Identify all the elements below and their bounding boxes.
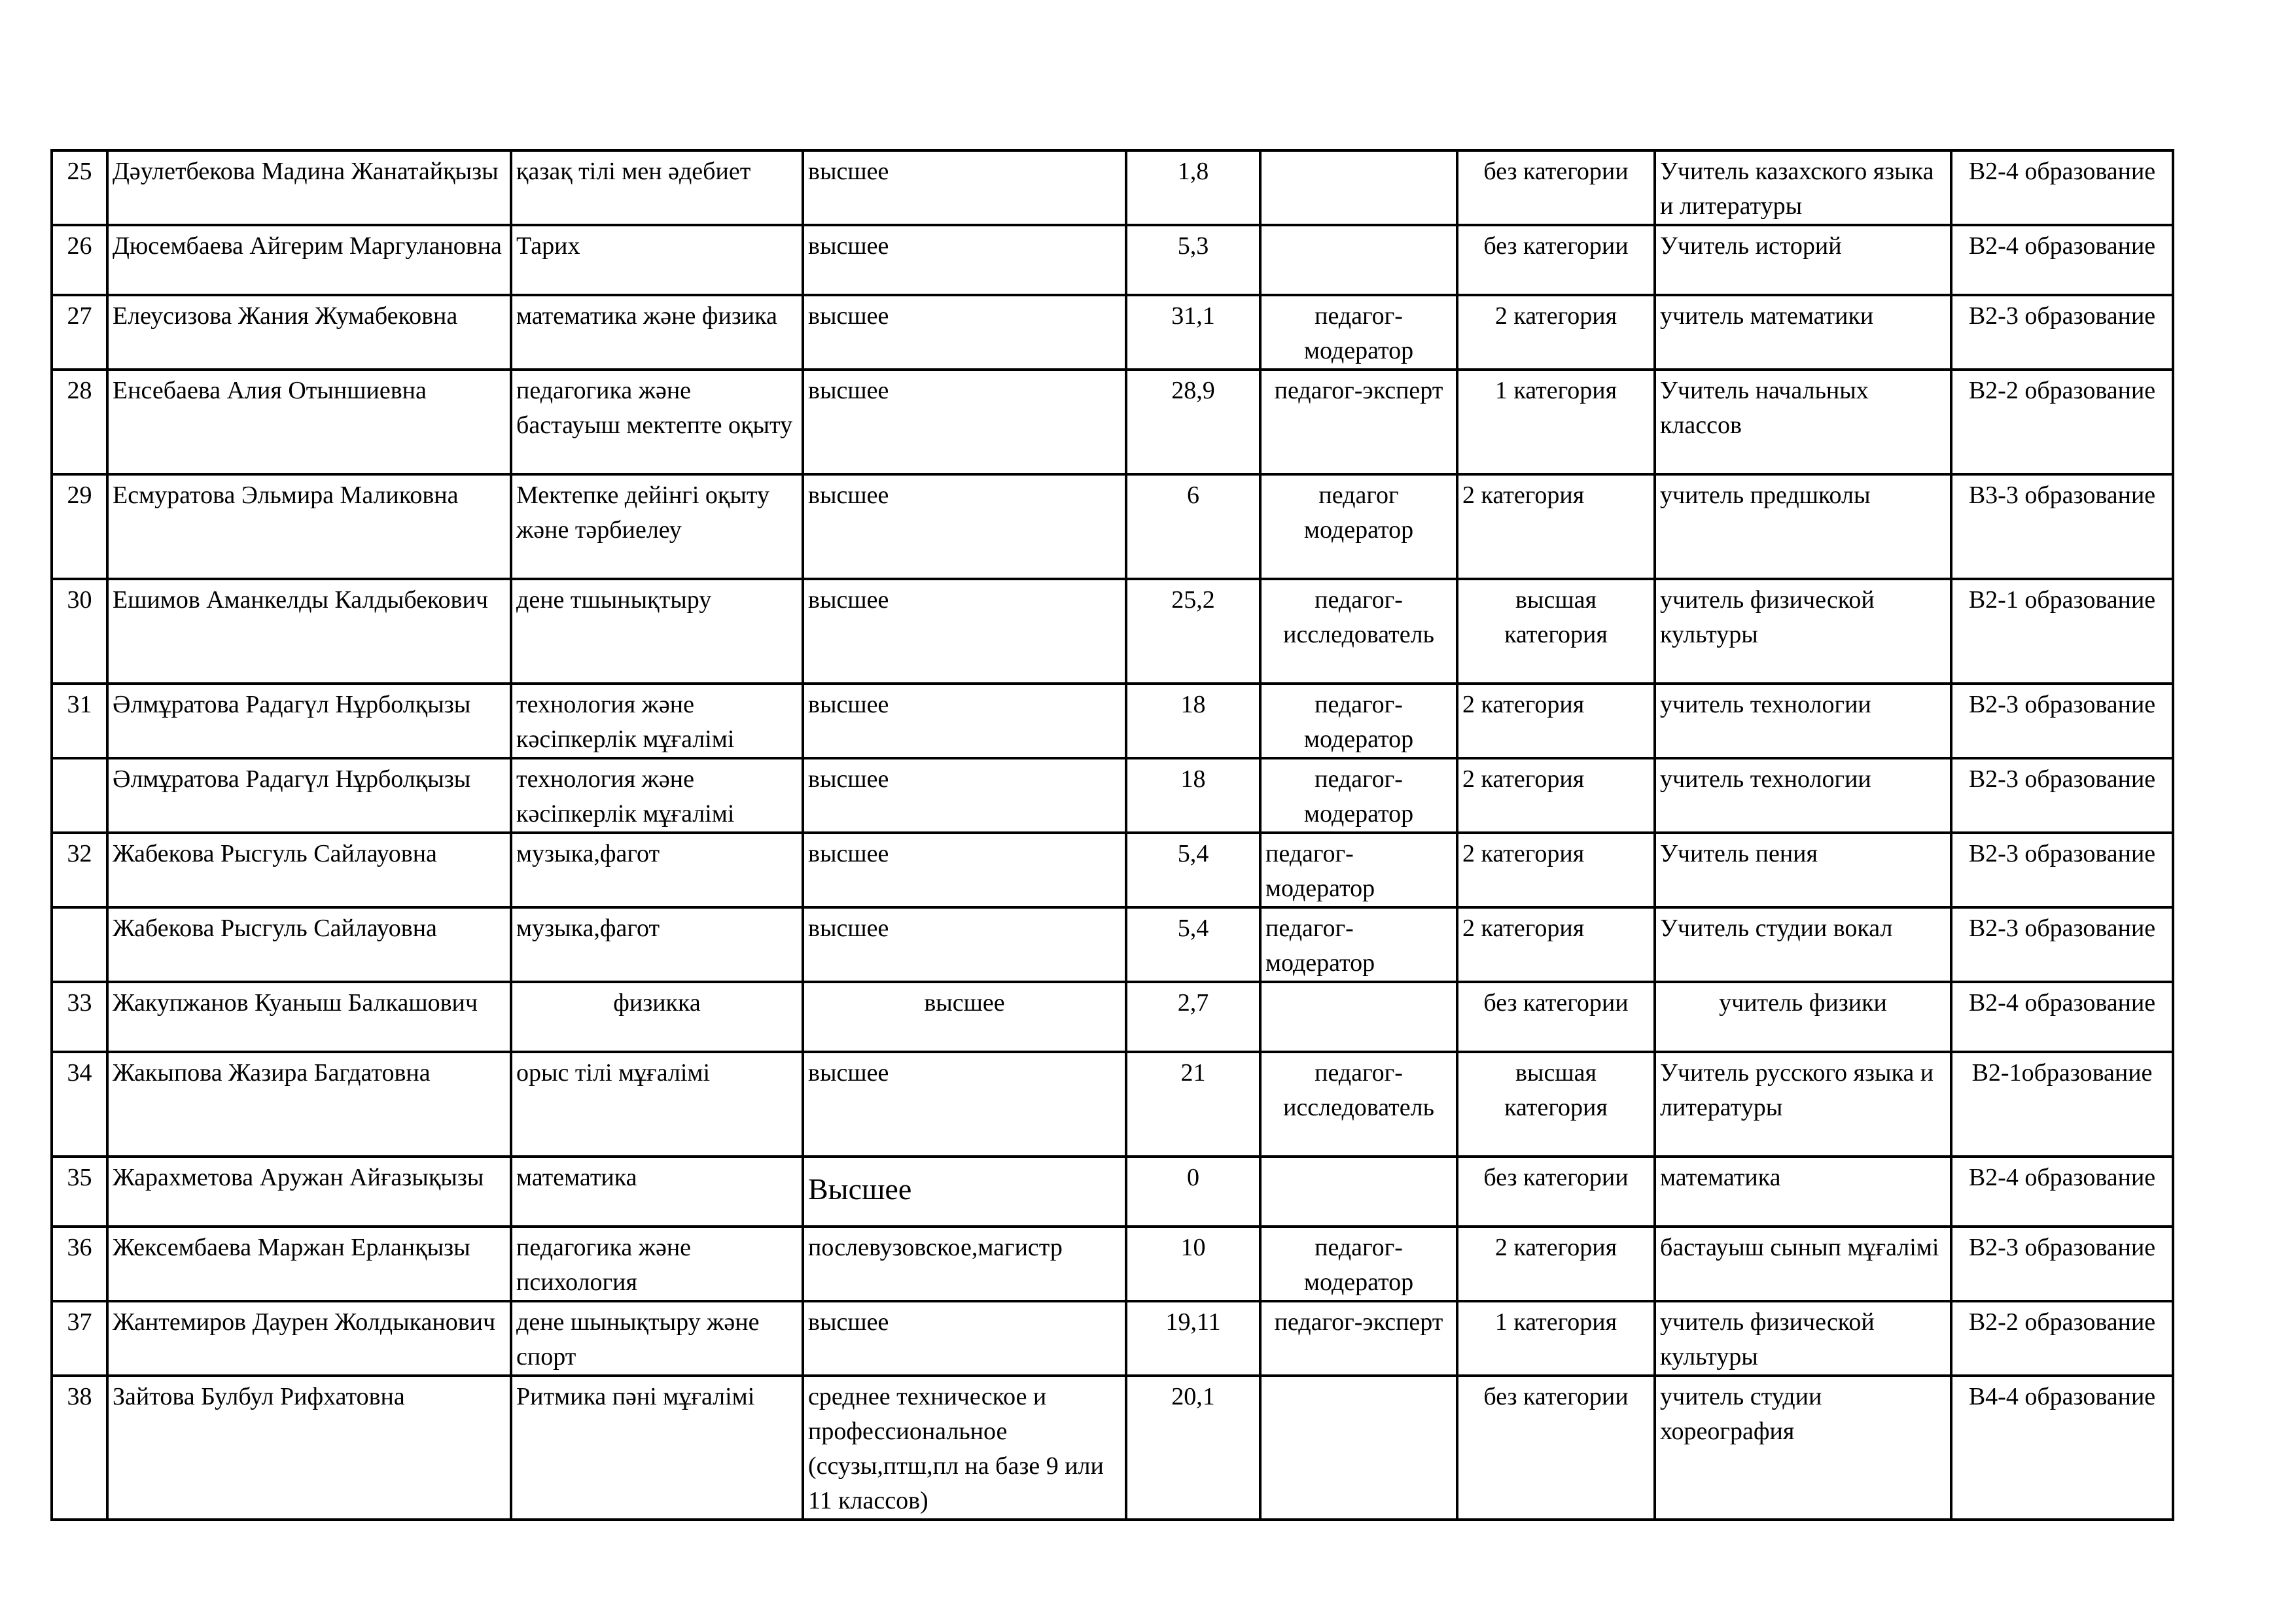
category: 2 категория (1457, 907, 1655, 982)
education: высшее (803, 684, 1126, 758)
category: высшая категория (1457, 579, 1655, 684)
qualification: педагог-модератор (1260, 907, 1457, 982)
row-number (52, 907, 107, 982)
teacher-name: Жантемиров Даурен Жолдыканович (107, 1301, 511, 1376)
teacher-name: Ешимов Аманкелды Калдыбекович (107, 579, 511, 684)
specialty: музыка,фагот (511, 907, 803, 982)
category: без категории (1457, 1157, 1655, 1227)
table-row (52, 1376, 2173, 1520)
level: B2-3 образование (1951, 684, 2173, 758)
experience: 0 (1126, 1157, 1260, 1227)
education: высшее (803, 150, 1126, 225)
qualification (1260, 982, 1457, 1052)
staff-table (50, 149, 2174, 1521)
qualification: педагог-исследователь (1260, 1052, 1457, 1157)
category: без категории (1457, 150, 1655, 225)
table-row (52, 474, 2173, 579)
experience: 28,9 (1126, 370, 1260, 474)
experience: 31,1 (1126, 295, 1260, 370)
education: высшее (803, 758, 1126, 833)
experience: 1,8 (1126, 150, 1260, 225)
teacher-name: Жексембаева Маржан Ерланқызы (107, 1227, 511, 1301)
row-number: 28 (52, 370, 107, 474)
row-number: 34 (52, 1052, 107, 1157)
row-number: 31 (52, 684, 107, 758)
category: высшая категория (1457, 1052, 1655, 1157)
category: без категории (1457, 1376, 1655, 1520)
row-number: 29 (52, 474, 107, 579)
experience: 5,4 (1126, 907, 1260, 982)
education: высшее (803, 1052, 1126, 1157)
teacher-name: Есмуратова Эльмира Маликовна (107, 474, 511, 579)
experience: 19,11 (1126, 1301, 1260, 1376)
specialty: Ритмика пәні мұғалімі (511, 1376, 803, 1520)
table-row (52, 684, 2173, 758)
level: B2-4 образование (1951, 150, 2173, 225)
education: высшее (803, 1301, 1126, 1376)
specialty: музыка,фагот (511, 833, 803, 907)
specialty: математика және физика (511, 295, 803, 370)
table-row (52, 907, 2173, 982)
education: высшее (803, 833, 1126, 907)
category: 2 категория (1457, 295, 1655, 370)
table-row (52, 1301, 2173, 1376)
position: Учитель историй (1655, 225, 1951, 295)
category: без категории (1457, 225, 1655, 295)
qualification (1260, 150, 1457, 225)
level: B2-1 образование (1951, 579, 2173, 684)
teacher-name: Дәулетбекова Мадина Жанатайқызы (107, 150, 511, 225)
teacher-name: Жакупжанов Куаныш Балкашович (107, 982, 511, 1052)
education: высшее (803, 907, 1126, 982)
education-value: Высшее (808, 1172, 912, 1206)
position: учитель физики (1655, 982, 1951, 1052)
category: без категории (1457, 982, 1655, 1052)
specialty: педагогика және психология (511, 1227, 803, 1301)
qualification: педагог-исследователь (1260, 579, 1457, 684)
table-row (52, 833, 2173, 907)
teacher-name: Әлмұратова Радагүл Нұрболқызы (107, 758, 511, 833)
level: B2-2 образование (1951, 370, 2173, 474)
row-number: 35 (52, 1157, 107, 1227)
row-number: 32 (52, 833, 107, 907)
position: учитель студии хореография (1655, 1376, 1951, 1520)
category: 2 категория (1457, 758, 1655, 833)
category: 2 категория (1457, 474, 1655, 579)
qualification: педагог-эксперт (1260, 370, 1457, 474)
table-row (52, 370, 2173, 474)
education: послевузовское,магистр (803, 1227, 1126, 1301)
table-row (52, 295, 2173, 370)
table-row (52, 579, 2173, 684)
specialty: дене шынықтыру және спорт (511, 1301, 803, 1376)
experience: 5,4 (1126, 833, 1260, 907)
experience: 25,2 (1126, 579, 1260, 684)
position: Учитель русского языка и литературы (1655, 1052, 1951, 1157)
level: B2-3 образование (1951, 907, 2173, 982)
row-number (52, 758, 107, 833)
qualification (1260, 225, 1457, 295)
teacher-name: Елеусизова Жания Жумабековна (107, 295, 511, 370)
row-number: 33 (52, 982, 107, 1052)
table-row (52, 225, 2173, 295)
level: B2-3 образование (1951, 833, 2173, 907)
education: среднее техническое и профессиональное (ссузы,птш,пл на базе 9 или 11 классов) (803, 1376, 1126, 1520)
position: учитель математики (1655, 295, 1951, 370)
row-number: 38 (52, 1376, 107, 1520)
row-number: 36 (52, 1227, 107, 1301)
row-number: 27 (52, 295, 107, 370)
experience: 5,3 (1126, 225, 1260, 295)
row-number: 26 (52, 225, 107, 295)
qualification: педагог-модератор (1260, 758, 1457, 833)
teacher-name: Жабекова Рысгуль Сайлауовна (107, 907, 511, 982)
position: учитель технологии (1655, 684, 1951, 758)
level: B2-3 образование (1951, 295, 2173, 370)
qualification (1260, 1376, 1457, 1520)
level: B2-4 образование (1951, 982, 2173, 1052)
row-number: 37 (52, 1301, 107, 1376)
teacher-name: Жакыпова Жазира Багдатовна (107, 1052, 511, 1157)
row-number: 30 (52, 579, 107, 684)
qualification: педагог-модератор (1260, 295, 1457, 370)
experience: 10 (1126, 1227, 1260, 1301)
experience: 21 (1126, 1052, 1260, 1157)
experience: 6 (1126, 474, 1260, 579)
experience: 18 (1126, 684, 1260, 758)
level: B2-1образование (1951, 1052, 2173, 1157)
table-row (52, 1227, 2173, 1301)
position: математика (1655, 1157, 1951, 1227)
experience: 18 (1126, 758, 1260, 833)
specialty: қазақ тілі мен әдебиет (511, 150, 803, 225)
education: высшее (803, 370, 1126, 474)
experience: 2,7 (1126, 982, 1260, 1052)
education: высшее (803, 474, 1126, 579)
qualification (1260, 1157, 1457, 1227)
position: Учитель начальных классов (1655, 370, 1951, 474)
specialty: технология және кәсіпкерлік мұғалімі (511, 758, 803, 833)
specialty: орыс тілі мұғалімі (511, 1052, 803, 1157)
specialty: педагогика және бастауыш мектепте оқыту (511, 370, 803, 474)
teacher-name: Зайтова Булбул Рифхатовна (107, 1376, 511, 1520)
category: 2 категория (1457, 684, 1655, 758)
position: учитель физической культуры (1655, 579, 1951, 684)
qualification: педагог-модератор (1260, 684, 1457, 758)
education: высшее (803, 982, 1126, 1052)
level: B3-3 образование (1951, 474, 2173, 579)
teacher-name: Енсебаева Алия Отыншиевна (107, 370, 511, 474)
specialty: Мектепке дейінгі оқыту және тәрбиелеу (511, 474, 803, 579)
specialty: технология және кәсіпкерлік мұғалімі (511, 684, 803, 758)
position: учитель предшколы (1655, 474, 1951, 579)
table-row (52, 1157, 2173, 1227)
level: B2-3 образование (1951, 1227, 2173, 1301)
position: Учитель казахского языка и литературы (1655, 150, 1951, 225)
specialty: математика (511, 1157, 803, 1227)
qualification: педагог-модератор (1260, 1227, 1457, 1301)
position: Учитель пения (1655, 833, 1951, 907)
level: B4-4 образование (1951, 1376, 2173, 1520)
table-row (52, 982, 2173, 1052)
teacher-name: Жарахметова Аружан Айғазықызы (107, 1157, 511, 1227)
qualification: педагог модератор (1260, 474, 1457, 579)
row-number: 25 (52, 150, 107, 225)
table-row (52, 758, 2173, 833)
teacher-name: Жабекова Рысгуль Сайлауовна (107, 833, 511, 907)
education: высшее (803, 579, 1126, 684)
position: бастауыш сынып мұғалімі (1655, 1227, 1951, 1301)
level: B2-4 образование (1951, 1157, 2173, 1227)
table-row (52, 1052, 2173, 1157)
experience: 20,1 (1126, 1376, 1260, 1520)
specialty: дене тшынықтыру (511, 579, 803, 684)
position: учитель физической культуры (1655, 1301, 1951, 1376)
education: высшее (803, 295, 1126, 370)
qualification: педагог-эксперт (1260, 1301, 1457, 1376)
specialty: физикка (511, 982, 803, 1052)
category: 1 категория (1457, 1301, 1655, 1376)
teacher-name: Дюсембаева Айгерим Маргулановна (107, 225, 511, 295)
qualification: педагог-модератор (1260, 833, 1457, 907)
category: 2 категория (1457, 833, 1655, 907)
level: B2-3 образование (1951, 758, 2173, 833)
level: B2-2 образование (1951, 1301, 2173, 1376)
level: B2-4 образование (1951, 225, 2173, 295)
category: 2 категория (1457, 1227, 1655, 1301)
category: 1 категория (1457, 370, 1655, 474)
position: Учитель студии вокал (1655, 907, 1951, 982)
position: учитель технологии (1655, 758, 1951, 833)
education (803, 1157, 1126, 1227)
teacher-name: Әлмұратова Радагүл Нұрболқызы (107, 684, 511, 758)
table-row (52, 150, 2173, 225)
specialty: Тарих (511, 225, 803, 295)
education: высшее (803, 225, 1126, 295)
